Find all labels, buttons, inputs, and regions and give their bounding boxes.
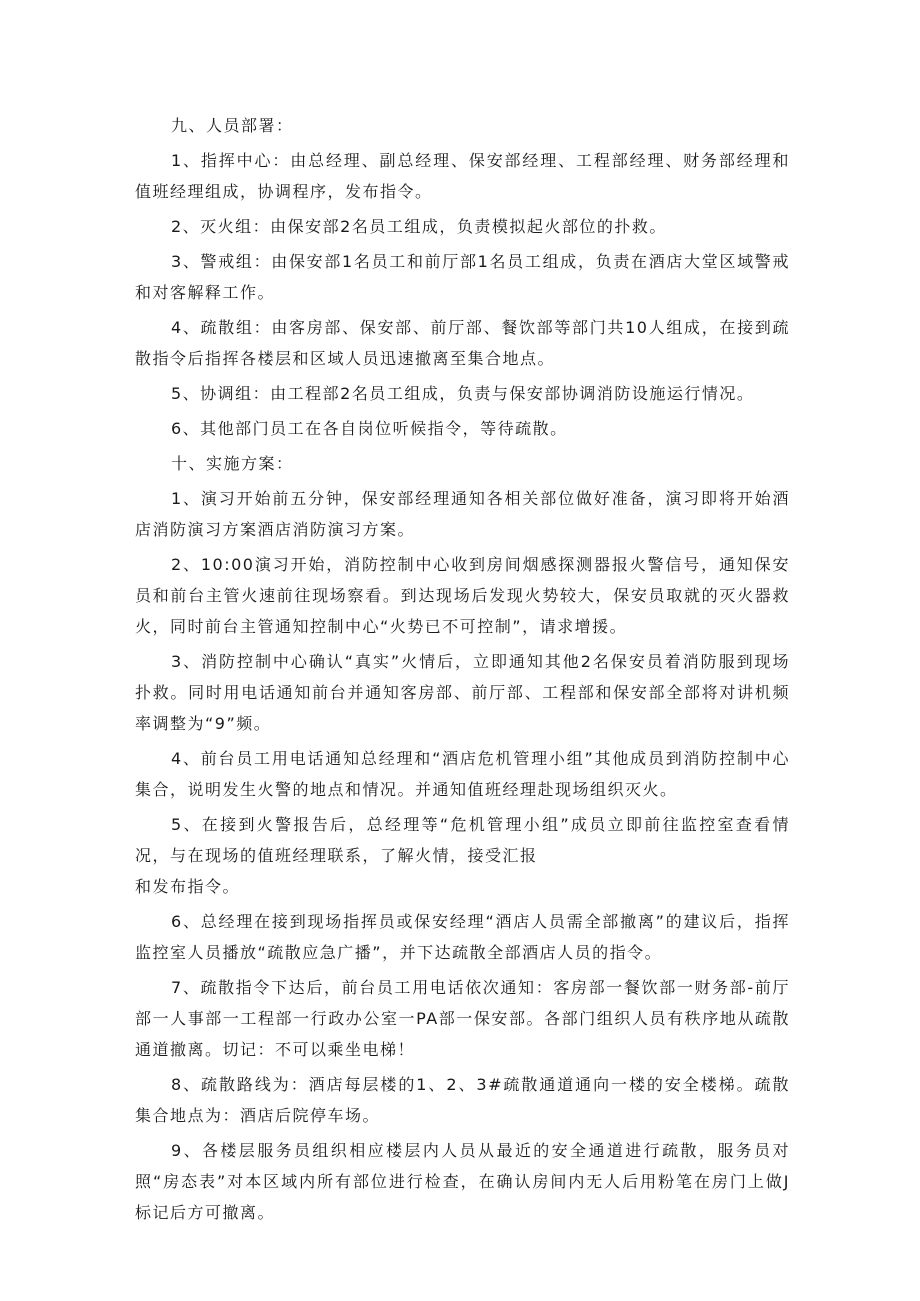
implementation-item-7: 7、疏散指令下达后，前台员工用电话依次通知：客房部一餐饮部一财务部-前厅部一人事部一工程部一行政办公室一PA部一保安部。各部门组织人员有秩序地从疏散通道撤离。切记：不可以乘坐电梯！ [135,978,790,1059]
implementation-item-9: 9、各楼层服务员组织相应楼层内人员从最近的安全通道进行疏散，服务员对照“房态表”对本区域内所有部位进行检查，在确认房间内无人后用粉笔在房门上做J标记后方可撤离。 [135,1141,790,1222]
document-body [135,110,790,1232]
personnel-item-3: 3、警戒组：由保安部1名员工和前厅部1名员工组成，负责在酒店大堂区域警戒和对客解释工作。 [135,252,790,302]
implementation-item-5-continued: 和发布指令。 [135,877,241,896]
implementation-item-4: 4、前台员工用电话通知总经理和“酒店危机管理小组”其他成员到消防控制中心集合，说明发生火警的地点和情况。并通知值班经理赴现场组织灭火。 [135,749,790,799]
personnel-item-4: 4、疏散组：由客房部、保安部、前厅部、餐饮部等部门共10人组成，在接到疏散指令后指挥各楼层和区域人员迅速撤离至集合地点。 [135,318,790,368]
implementation-item-5: 5、在接到火警报告后，总经理等“危机管理小组”成员立即前往监控室查看情况，与在现场的值班经理联系，了解火情，接受汇报 [135,815,790,865]
implementation-item-3: 3、消防控制中心确认“真实”火情后，立即通知其他2名保安员着消防服到现场扑救。同时用电话通知前台并通知客房部、前厅部、工程部和保安部全部将对讲机频率调整为“9”频。 [135,652,790,733]
implementation-item-8: 8、疏散路线为：酒店每层楼的1、2、3#疏散通道通向一楼的安全楼梯。疏散集合地点为：酒店后院停车场。 [135,1075,790,1125]
personnel-item-2: 2、灭火组：由保安部2名员工组成，负责模拟起火部位的扑救。 [171,217,667,236]
personnel-item-1: 1、指挥中心：由总经理、副总经理、保安部经理、工程部经理、财务部经理和值班经理组成，协调程序，发布指令。 [135,151,790,201]
section-heading-implementation: 十、实施方案： [171,454,294,473]
implementation-item-2: 2、10:00演习开始，消防控制中心收到房间烟感探测器报火警信号，通知保安员和前台主管火速前往现场察看。到达现场后发现火势较大，保安员取就的灭火器救火，同时前台主管通知控制中心“火势已不可控制”，请求增援。 [135,555,790,636]
personnel-item-6: 6、其他部门员工在各自岗位听候指令，等待疏散。 [171,419,568,438]
personnel-item-5: 5、协调组：由工程部2名员工组成，负责与保安部协调消防设施运行情况。 [171,384,755,403]
implementation-item-1: 1、演习开始前五分钟，保安部经理通知各相关部位做好准备，演习即将开始酒店消防演习方案酒店消防演习方案。 [135,489,790,539]
implementation-item-6: 6、总经理在接到现场指挥员或保安经理“酒店人员需全部撤离”的建议后，指挥监控室人员播放“疏散应急广播”，并下达疏散全部酒店人员的指令。 [135,912,790,962]
section-heading-personnel: 九、人员部署： [171,116,294,135]
